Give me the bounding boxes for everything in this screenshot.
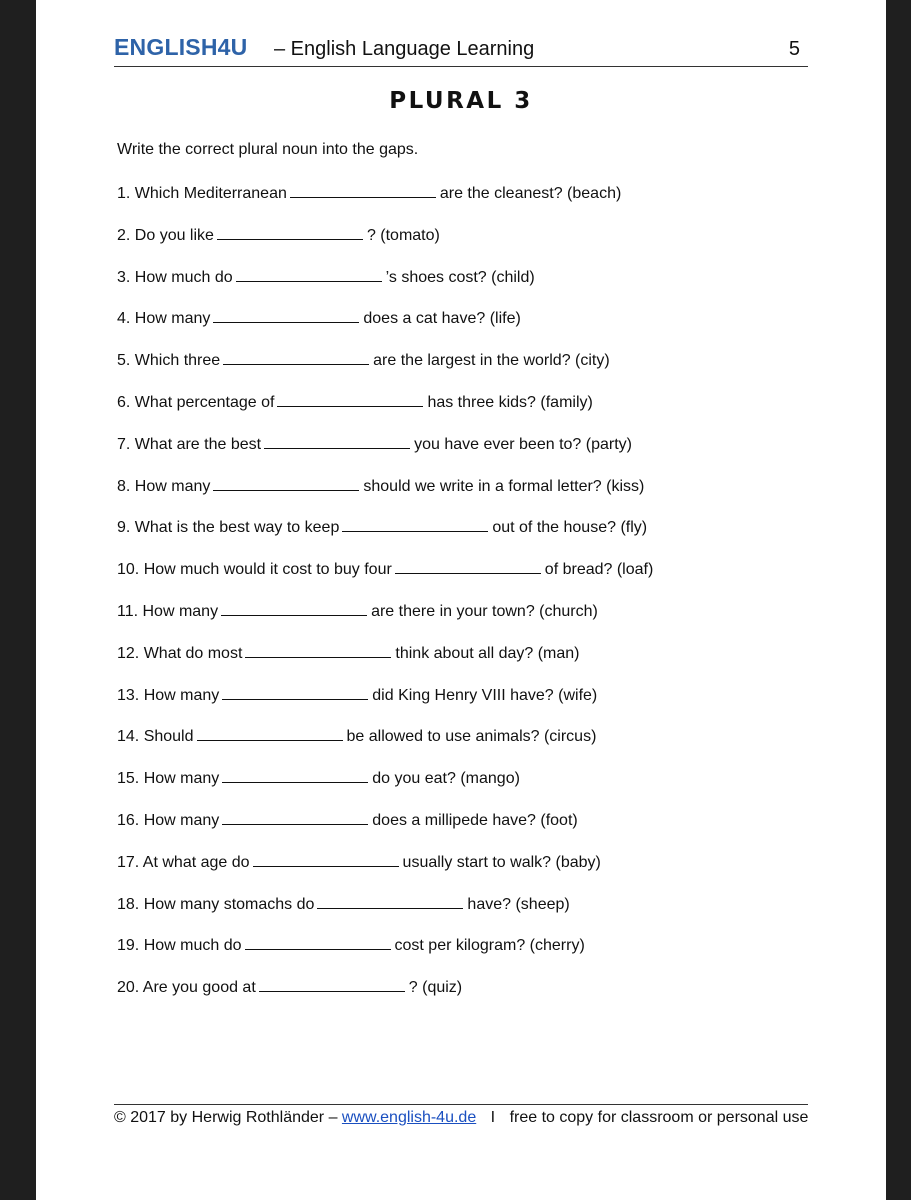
question-prompt: 2. Do you like — [117, 226, 214, 244]
answer-blank[interactable] — [222, 768, 368, 783]
question-continuation: should we write in a formal letter? (kiss) — [363, 477, 645, 495]
question-prompt: 7. What are the best — [117, 435, 262, 453]
question-prompt: 6. What percentage of — [117, 393, 275, 411]
answer-blank[interactable] — [290, 183, 436, 198]
question-item — [117, 935, 817, 977]
question-item — [117, 852, 817, 894]
question-prompt: 1. Which Mediterranean — [117, 185, 287, 202]
question-item — [117, 685, 817, 727]
question-prompt: 12. What do most — [117, 644, 243, 662]
question-continuation: are the cleanest? (beach) — [439, 185, 622, 202]
question-continuation: think about all day? (man) — [395, 644, 580, 662]
answer-blank[interactable] — [253, 852, 399, 867]
question-item — [117, 894, 817, 936]
question-item — [117, 810, 817, 852]
question-prompt: 13. How many — [117, 686, 220, 704]
worksheet-title: PLURAL 3 — [389, 88, 533, 114]
question-item — [117, 267, 817, 309]
question-continuation: ? (tomato) — [366, 226, 440, 244]
question-continuation: have? (sheep) — [467, 895, 570, 913]
question-prompt: 17. At what age do — [117, 853, 250, 871]
question-item — [117, 726, 817, 768]
question-prompt: 5. Which three — [117, 352, 221, 370]
instruction-text: Write the correct plural noun into the gaps. — [117, 141, 419, 158]
question-item — [117, 517, 817, 559]
question-continuation: cost per kilogram? (cherry) — [394, 937, 585, 955]
question-item — [117, 350, 817, 392]
answer-blank[interactable] — [221, 601, 367, 616]
answer-blank[interactable] — [277, 392, 423, 407]
question-item — [117, 225, 817, 267]
answer-blank[interactable] — [236, 267, 382, 282]
question-continuation: out of the house? (fly) — [492, 519, 648, 537]
question-prompt: 20. Are you good at — [117, 979, 256, 997]
answer-blank[interactable] — [197, 726, 343, 741]
page-header — [114, 34, 808, 67]
answer-blank[interactable] — [223, 350, 369, 365]
question-item — [117, 768, 817, 810]
question-continuation: ’s shoes cost? (child) — [385, 268, 535, 286]
question-continuation: ? (quiz) — [408, 979, 463, 997]
answer-blank[interactable] — [222, 810, 368, 825]
question-prompt: 16. How many — [117, 811, 220, 829]
question-continuation: usually start to walk? (baby) — [402, 853, 601, 871]
answer-blank[interactable] — [217, 225, 363, 240]
answer-blank[interactable] — [245, 935, 391, 950]
question-prompt: 4. How many — [117, 310, 211, 328]
question-continuation: does a millipede have? (foot) — [372, 811, 578, 829]
question-continuation: do you eat? (mango) — [372, 770, 520, 788]
footer-separator: I — [490, 1109, 496, 1126]
brand-title: ENGLISH4U — [114, 34, 248, 60]
question-item — [117, 392, 817, 434]
question-prompt: 11. How many — [117, 602, 219, 620]
page-number: 5 — [788, 38, 800, 60]
question-list — [117, 183, 817, 1019]
worksheet-page — [36, 0, 886, 1200]
question-item — [117, 183, 817, 225]
question-continuation: are the largest in the world? (city) — [373, 352, 610, 370]
question-prompt: 10. How much would it cost to buy four — [117, 561, 392, 579]
question-prompt: 18. How many stomachs do — [117, 895, 315, 913]
website-link[interactable]: www.english-4u.de — [341, 1109, 477, 1126]
answer-blank[interactable] — [264, 434, 410, 449]
page-footer — [114, 1104, 808, 1127]
question-item — [117, 643, 817, 685]
question-continuation: did King Henry VIII have? (wife) — [372, 686, 598, 704]
answer-blank[interactable] — [259, 977, 405, 992]
answer-blank[interactable] — [395, 559, 541, 574]
question-continuation: has three kids? (family) — [427, 393, 593, 411]
question-continuation: are there in your town? (church) — [371, 602, 598, 620]
question-continuation: be allowed to use animals? (circus) — [346, 728, 597, 746]
usage-note: free to copy for classroom or personal use — [509, 1109, 809, 1126]
answer-blank[interactable] — [213, 308, 359, 323]
answer-blank[interactable] — [342, 517, 488, 532]
question-item — [117, 434, 817, 476]
question-prompt: 9. What is the best way to keep — [117, 519, 340, 537]
question-prompt: 8. How many — [117, 477, 211, 495]
answer-blank[interactable] — [222, 685, 368, 700]
question-continuation: does a cat have? (life) — [363, 310, 521, 328]
answer-blank[interactable] — [245, 643, 391, 658]
question-item — [117, 559, 817, 601]
question-prompt: 19. How much do — [117, 937, 242, 955]
question-prompt: 15. How many — [117, 770, 220, 788]
answer-blank[interactable] — [317, 894, 463, 909]
copyright-text: © 2017 by Herwig Rothländer – — [114, 1109, 338, 1126]
question-item — [117, 308, 817, 350]
answer-blank[interactable] — [213, 476, 359, 491]
question-item — [117, 977, 817, 1019]
question-prompt: 14. Should — [117, 728, 194, 746]
question-prompt: 3. How much do — [117, 268, 233, 286]
question-item — [117, 601, 817, 643]
question-continuation: you have ever been to? (party) — [414, 435, 632, 453]
header-subtitle: – English Language Learning — [274, 38, 535, 60]
question-continuation: of bread? (loaf) — [544, 561, 654, 579]
question-item — [117, 476, 817, 518]
